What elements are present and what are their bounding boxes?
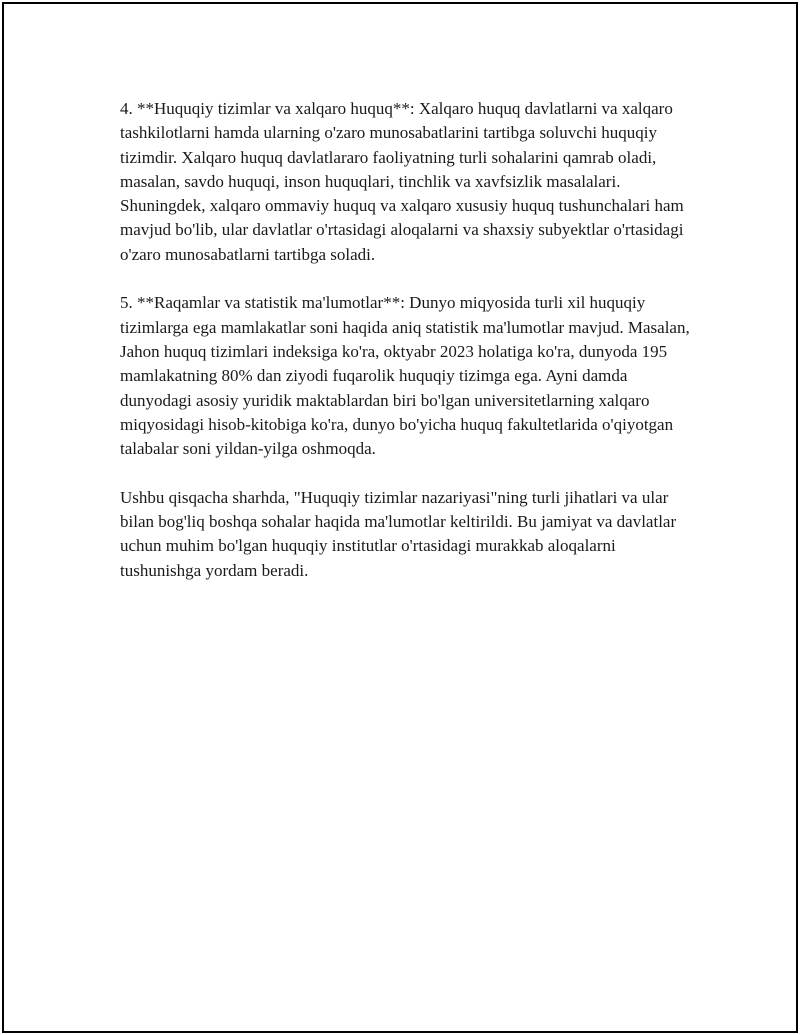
paragraph-summary: Ushbu qisqacha sharhda, "Huquqiy tizimlar nazariyasi"ning turli jihatlari va ular bilan bog'liq boshqa sohalar haqida ma'lumotlar keltirildi. Bu jamiyat va davlatlar uchun muhim bo'lgan huquqiy institutlar o'rtasidagi murakkab aloqalarni tushunishga yordam beradi. bbox=[120, 487, 677, 580]
paragraph-legal-systems-international-law: 4. **Huquqiy tizimlar va xalqaro huquq**: Xalqaro huquq davlatlarni va xalqaro tashkilotlarni hamda ularning o'zaro munosabatlarini tartibga soluvchi huquqiy tizimdir. Xalqaro huquq davlatlararo faoliyatning turli sohalarini qamrab oladi, masalan, savdo huquqi, inson huquqlari, tinchlik va xavfsizlik masalalari. Shuningdek, xalqaro ommaviy huquq va xalqaro xususiy huquq tushunchalari ham mavjud bo'lib, ular davlatlar o'rtasidagi aloqalarni va shaxsiy subyektlar o'rtasidagi o'zaro munosabatlarni tartibga soladi. bbox=[120, 99, 684, 264]
document-page bbox=[2, 2, 798, 1033]
paragraph-numbers-statistics: 5. **Raqamlar va statistik ma'lumotlar**: Dunyo miqyosida turli xil huquqiy tizimlarga ega mamlakatlar soni haqida aniq statistik ma'lumotlar mavjud. Masalan, Jahon huquq tizimlari indeksiga ko'ra, oktyabr 2023 holatiga ko'ra, dunyoda 195 mamlakatning 80% dan ziyodi fuqarolik huquqiy tizimga ega. Ayni damda dunyodagi asosiy yuridik maktablardan biri bo'lgan universitetlarning xalqaro miqyosidagi hisob-kitobiga ko'ra, dunyo bo'yicha huquq fakultetlarida o'qiyotgan talabalar soni yildan-yilga oshmoqda. bbox=[120, 293, 690, 459]
document-body bbox=[120, 97, 695, 607]
